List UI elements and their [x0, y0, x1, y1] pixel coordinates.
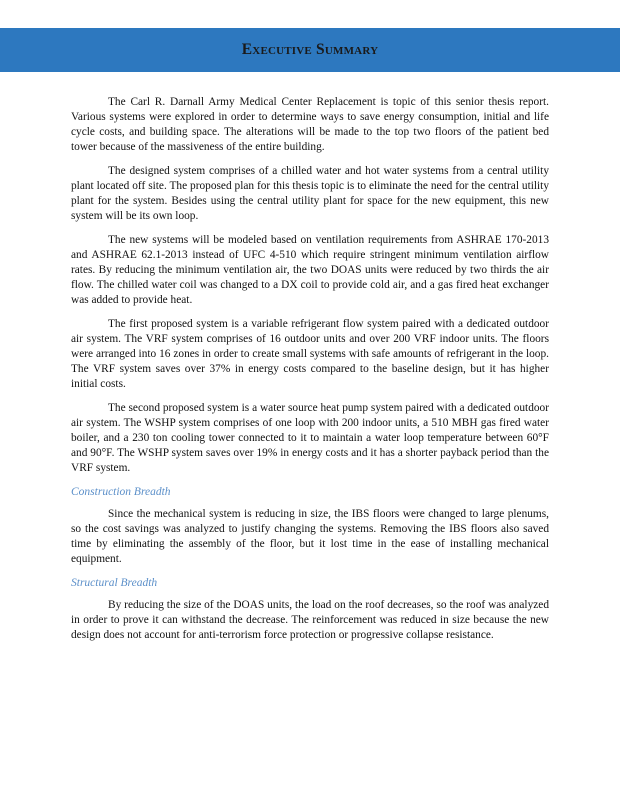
header-bar	[0, 28, 620, 72]
heading-structural-breadth: Structural Breadth	[71, 577, 158, 590]
paragraph-structural: By reducing the size of the DOAS units, the load on the roof decreases, so the roof was analyzed in order to prove it can withstand the decrease. The reinforcement was reduced in size because the new design does not account for anti-terrorism force protection or progressive collapse resistance.	[71, 599, 549, 642]
paragraph-designed-system: The designed system comprises of a chilled water and hot water systems from a central utility plant located off site. The proposed plan for this thesis topic is to eliminate the need for the central utility plant for the system. Besides using the central utility plant for space for the new equipment, this new system will be its own loop.	[71, 165, 549, 222]
paragraph-intro: The Carl R. Darnall Army Medical Center Replacement is topic of this senior thesis report. Various systems were explored in order to determine ways to save energy consumption, initial and life cycle costs, and building space. The alterations will be made to the top two floors of the patient bed tower because of the massiveness of the entire building.	[71, 96, 549, 153]
document-body	[71, 95, 549, 653]
paragraph-new-systems: The new systems will be modeled based on ventilation requirements from ASHRAE 170-2013 and ASHRAE 62.1-2013 instead of UFC 4-510 which require stringent minimum ventilation airflow rates. By reducing the minimum ventilation air, the two DOAS units were reduced by two thirds the air flow. The chilled water coil was changed to a DX coil to provide cold air, and a gas fired heat exchanger was added to provide heat.	[71, 234, 549, 306]
heading-construction-breadth: Construction Breadth	[71, 486, 171, 499]
paragraph-vrf-system: The first proposed system is a variable refrigerant flow system paired with a dedicated outdoor air system. The VRF system comprises of 16 outdoor units and over 200 VRF indoor units. The floors were arranged into 16 zones in order to create small systems with safe amounts of refrigerant in the loop. The VRF system saves over 37% in energy costs compared to the baseline design, but it has higher initial costs.	[71, 318, 549, 390]
paragraph-construction: Since the mechanical system is reducing in size, the IBS floors were changed to large plenums, so the cost savings was analyzed to justify changing the systems. Removing the IBS floors also saved time by eliminating the assembly of the floor, but it lost time in the ease of installing mechanical equipment.	[71, 508, 549, 566]
page-title: Executive Summary	[241, 41, 379, 58]
paragraph-wshp-system: The second proposed system is a water source heat pump system paired with a dedicated outdoor air system. The WSHP system comprises of one loop with 200 indoor units, a 510 MBH gas fired water boiler, and a 230 ton cooling tower connected to it to maintain a water loop temperature between 60°F and 90°F. The WSHP system saves over 19% in energy costs and it has a shorter payback period than the VRF system.	[71, 402, 549, 474]
